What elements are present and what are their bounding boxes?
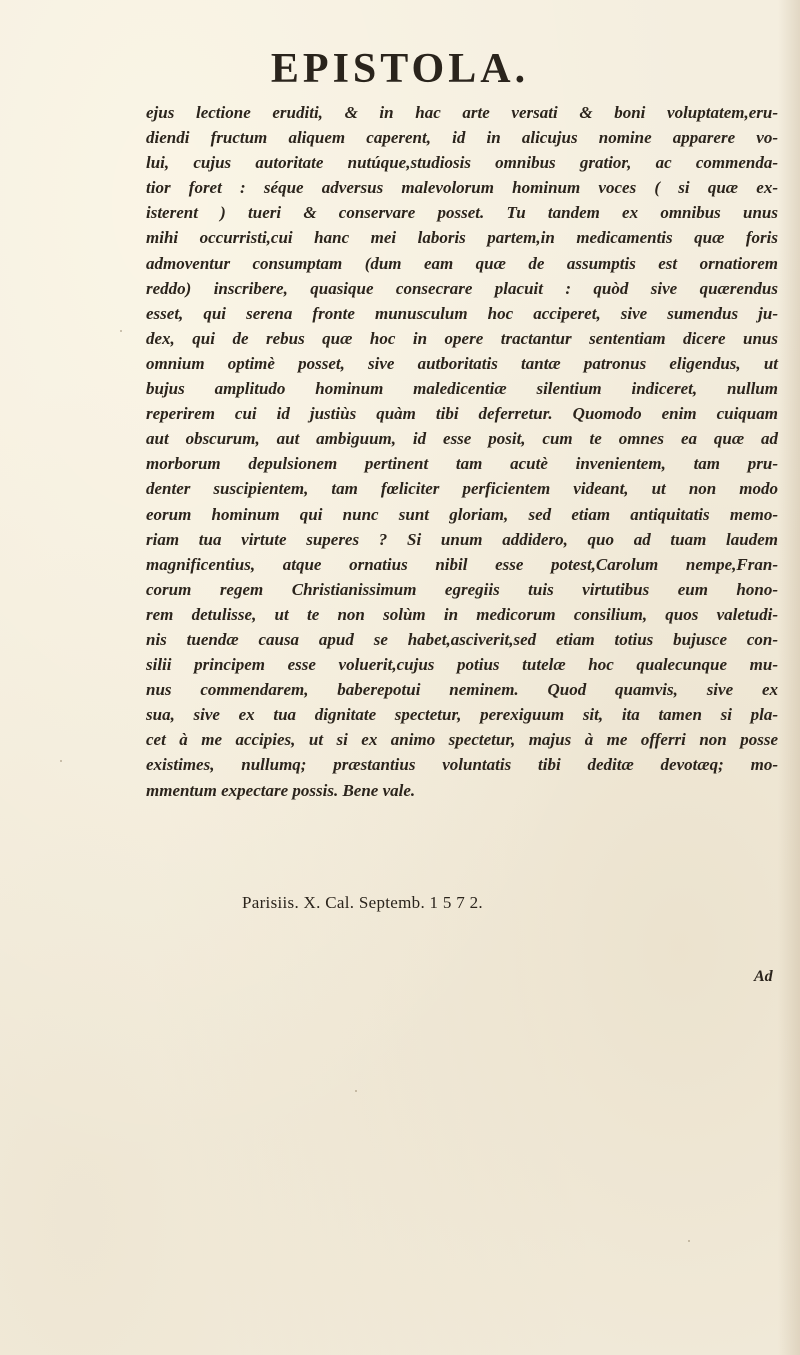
- text-line: riam tua virtute superes ? Si unum addidero, quo ad tuam laudem: [146, 529, 778, 549]
- text-line: existimes, nullumq; præstantius voluntatis tibi deditæ devotæq; mo-: [146, 755, 778, 775]
- paper-speck: [688, 1240, 690, 1242]
- text-line: tior foret : séque adversus malevolorum hominum voces ( si quæ ex-: [146, 178, 778, 198]
- text-line: silii principem esse voluerit,cujus potius tutelæ hoc qualecunque mu-: [146, 655, 778, 675]
- text-line: bujus amplitudo hominum maledicentiæ silentium indiceret, nullum: [146, 379, 778, 399]
- text-line: cet à me accipies, ut si ex animo spectetur, majus à me offerri non posse: [146, 730, 778, 750]
- text-line: ejus lectione eruditi, & in hac arte versati & boni voluptatem,eru-: [146, 103, 778, 122]
- letter-body: [146, 100, 778, 803]
- page-heading: EPISTOLA.: [270, 46, 530, 92]
- text-line: nis tuendæ causa apud se habet,asciverit,sed etiam totius bujusce con-: [146, 629, 778, 649]
- text-line: mmentum expectare possis. Bene vale.: [146, 780, 416, 800]
- text-line: aut obscurum, aut ambiguum, id esse posit, cum te omnes ea quæ ad: [146, 429, 778, 449]
- date-line: Parisiis. X. Cal. Septemb. 1 5 7 2.: [242, 893, 483, 912]
- text-line: omnium optimè posset, sive autboritatis tantæ patronus eligendus, ut: [146, 353, 778, 373]
- text-line: esset, qui serena fronte munusculum hoc acciperet, sive sumendus ju-: [146, 303, 778, 323]
- text-line: sua, sive ex tua dignitate spectetur, perexiguum sit, ita tamen si pla-: [146, 705, 778, 725]
- paper-speck: [120, 330, 122, 332]
- text-line: dex, qui de rebus quæ hoc in opere tractantur sententiam dicere unus: [146, 328, 778, 348]
- text-line: admoventur consumptam (dum eam quæ de assumptis est ornatiorem: [146, 253, 778, 273]
- text-line: diendi fructum aliquem caperent, id in alicujus nomine apparere vo-: [146, 128, 778, 148]
- page-edge-shadow: [778, 0, 800, 1355]
- catchword: Ad: [754, 968, 773, 985]
- text-line: magnificentius, atque ornatius nibil esse potest,Carolum nempe,Fran-: [146, 554, 778, 574]
- text-line: corum regem Christianissimum egregiis tuis virtutibus eum hono-: [146, 579, 778, 599]
- text-line: morborum depulsionem pertinent tam acutè invenientem, tam pru-: [146, 454, 778, 474]
- text-line: denter suscipientem, tam fœliciter perficientem videant, ut non modo: [146, 479, 778, 499]
- paper-speck: [355, 1090, 357, 1092]
- text-line: reperirem cui id justiùs quàm tibi deferretur. Quomodo enim cuiquam: [146, 404, 778, 424]
- text-line: nus commendarem, baberepotui neminem. Quod quamvis, sive ex: [146, 680, 778, 700]
- text-line: mihi occurristi,cui hanc mei laboris partem,in medicamentis quæ foris: [146, 228, 778, 248]
- text-line: lui, cujus autoritate nutúque,studiosis omnibus gratior, ac commenda-: [146, 153, 778, 173]
- text-line: reddo) inscribere, quasique consecrare placuit : quòd sive quærendus: [146, 278, 778, 298]
- paper-speck: [60, 760, 62, 762]
- text-line: eorum hominum qui nunc sunt gloriam, sed etiam antiquitatis memo-: [146, 504, 778, 524]
- text-line: rem detulisse, ut te non solùm in medicorum consilium, quos valetudi-: [146, 604, 778, 624]
- text-line: isterent ) tueri & conservare posset. Tu tandem ex omnibus unus: [146, 203, 778, 223]
